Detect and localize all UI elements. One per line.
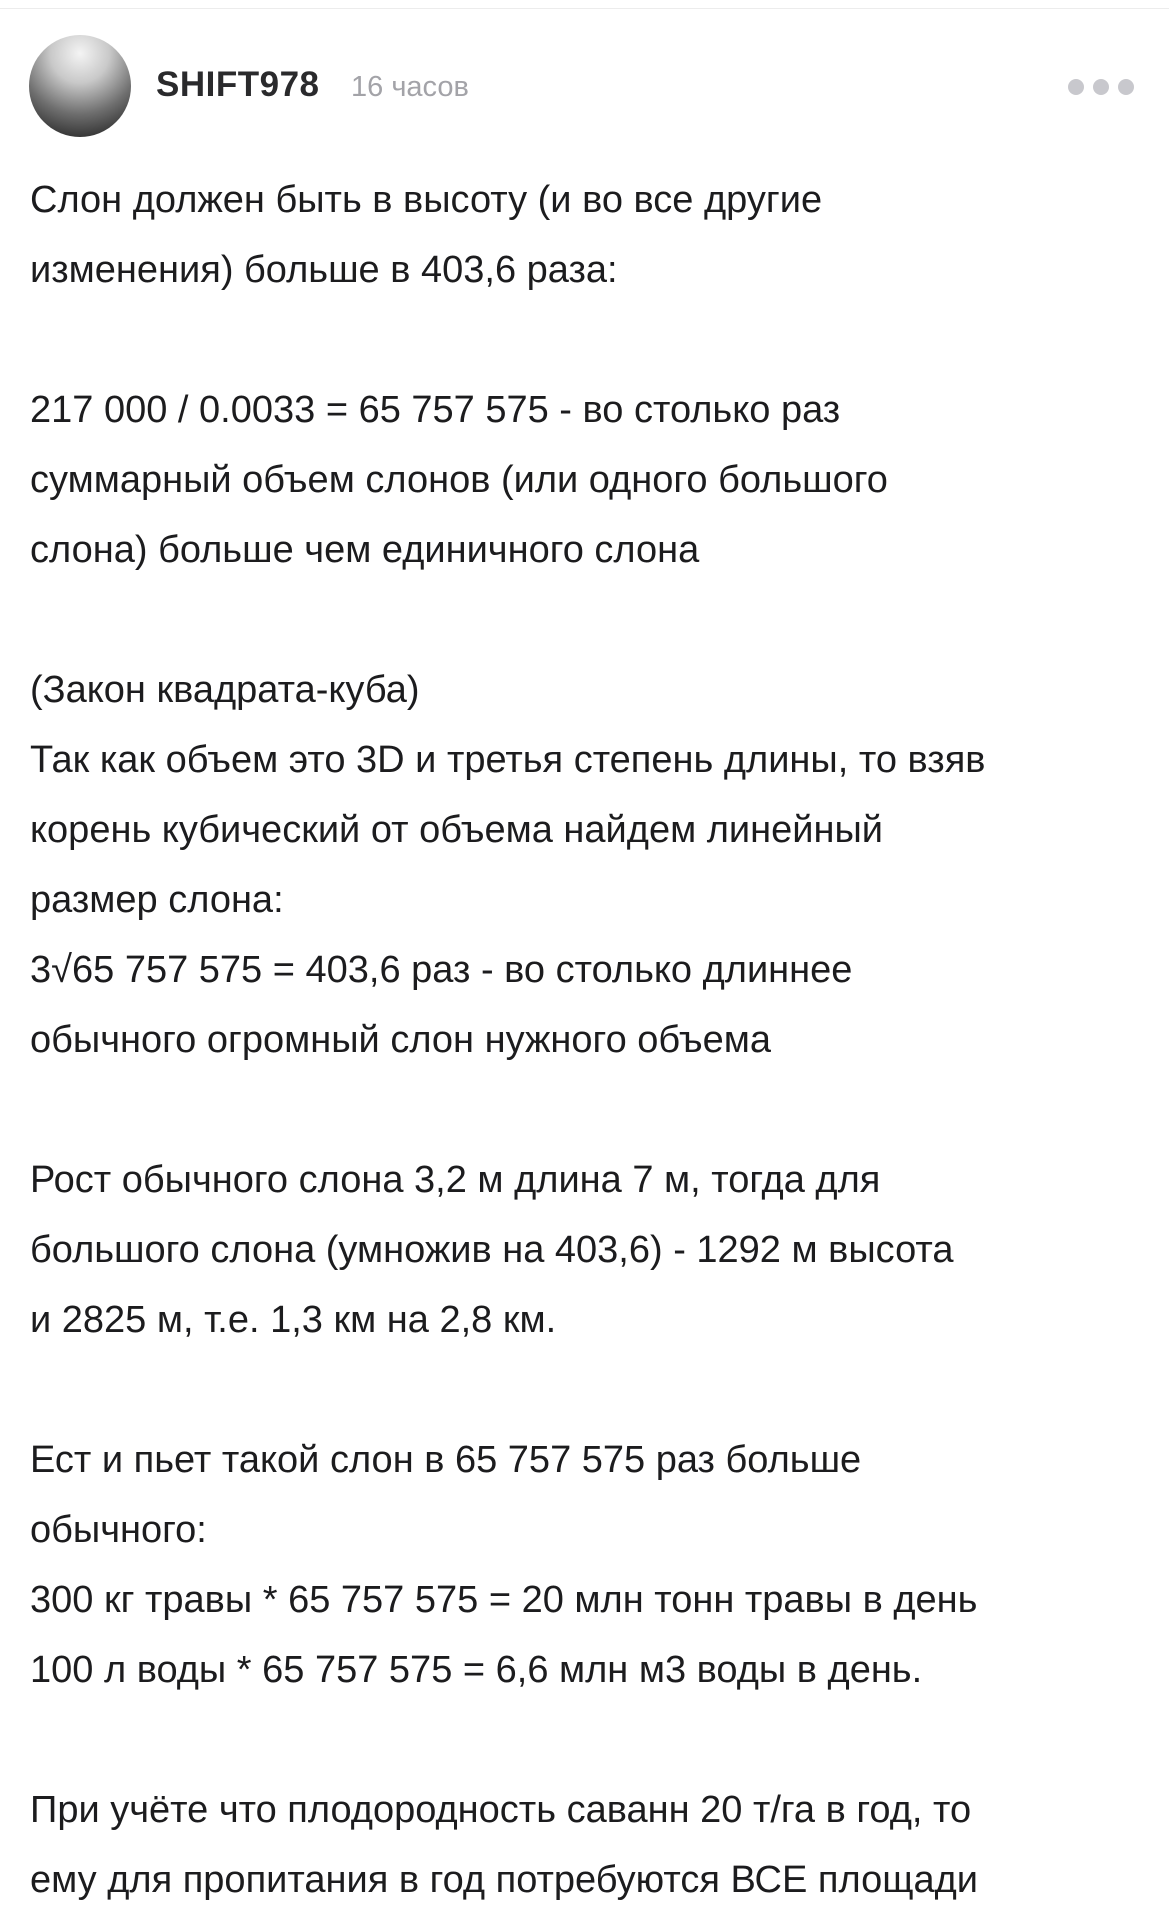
paragraph-gap [30,1705,1140,1775]
avatar[interactable] [29,35,131,137]
comment-paragraph: 217 000 / 0.0033 = 65 757 575 - во столько раз суммарный объем слонов (или одного большого слона) больше чем единичного слона [30,389,888,571]
comment-paragraph: Слон должен быть в высоту (и во все другие изменения) больше в 403,6 раза: [30,179,823,291]
comment-paragraph: Рост обычного слона 3,2 м длина 7 м, тогда для большого слона (умножив на 403,6) - 1292 м высота и 2825 м, т.е. 1,3 км на 2,8 км. [30,1159,954,1341]
paragraph-gap [30,305,1140,375]
more-dots-icon [1093,79,1109,95]
more-options-button[interactable] [1068,67,1134,107]
paragraph-gap [30,585,1140,655]
comment-text [30,165,1140,1915]
paragraph-gap [30,1355,1140,1425]
comment-timestamp: 16 часов [351,71,469,103]
comment-paragraph: Ест и пьет такой слон в 65 757 575 раз больше обычного: 300 кг травы * 65 757 575 = 20 млн тонн травы в день 100 л воды * 65 757 575 = 6,6 млн м3 воды в день. [30,1439,978,1691]
comment-paragraph: (Закон квадрата-куба) Так как объем это 3D и третья степень длины, то взяв корень кубический от объема найдем линейный размер слона: 3√65 757 575 = 403,6 раз - во столько длиннее обычного огромный слон нужного объема [30,669,986,1061]
more-dots-icon [1068,79,1084,95]
author-name[interactable]: SHIFT978 [156,65,320,104]
comment-header [29,35,1134,137]
more-dots-icon [1118,79,1134,95]
paragraph-gap [30,1075,1140,1145]
comment-paragraph: При учёте что плодородность саванн 20 т/га в год, то ему для пропитания в год потребуются ВСЕ площади [30,1789,978,1901]
top-divider [0,8,1169,9]
